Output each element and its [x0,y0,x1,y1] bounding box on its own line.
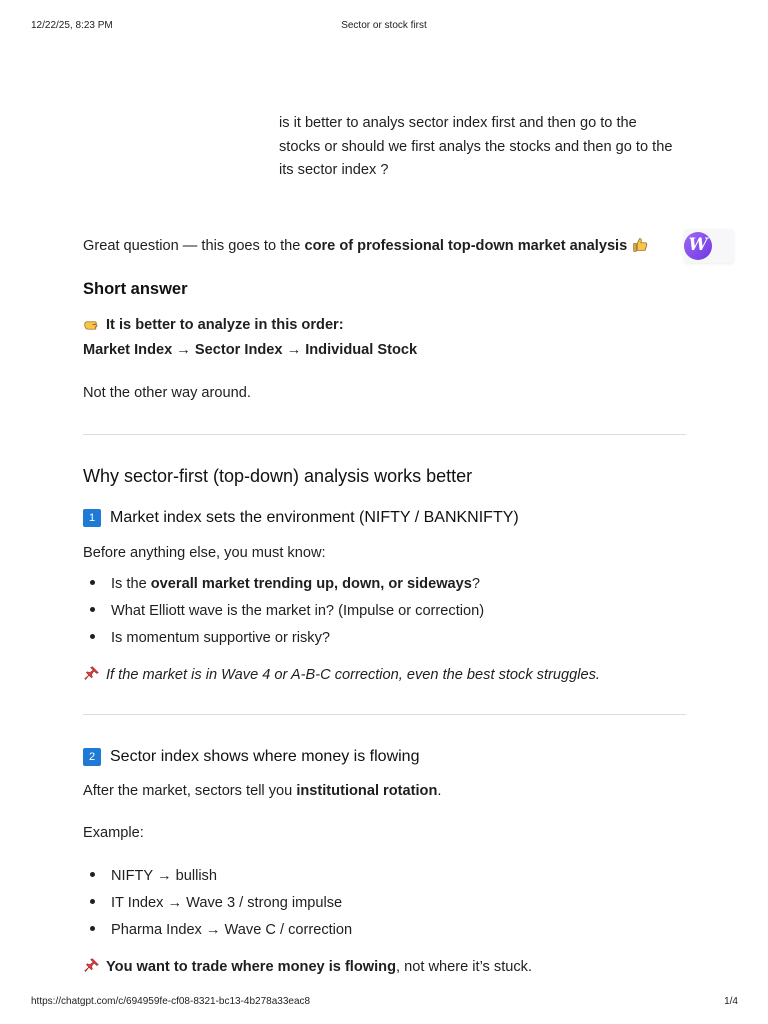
bullet-icon [90,899,95,904]
list-item: Is momentum supportive or risky? [90,630,330,646]
list-item: IT Index → Wave 3 / strong impulse [90,895,342,911]
number-one-icon: 1 [83,509,101,527]
bullet-icon [90,926,95,931]
short-answer-note: Not the other way around. [83,385,251,401]
short-answer-lead: It is better to analyze in this order: [83,315,344,333]
intro-emphasis: core of professional top-down market analysis [304,238,628,254]
pointing-hand-icon [83,315,100,332]
bullet-icon [90,872,95,877]
print-datetime: 12/22/25, 8:23 PM [31,20,113,31]
list-item: What Elliott wave is the market in? (Impulse or correction) [90,603,484,619]
page-number: 1/4 [724,996,738,1007]
analysis-order: Market Index → Sector Index → Individual Stock [83,342,418,358]
pushpin-icon [83,957,100,974]
list-item: NIFTY → bullish [90,868,217,884]
pushpin-icon [83,665,100,682]
thumbs-up-icon [632,236,649,253]
assistant-widget[interactable] [684,229,734,263]
why-heading: Why sector-first (top-down) analysis works better [83,466,473,486]
section2-intro: After the market, sectors tell you institutional rotation. [83,783,442,799]
section2-pin-note: You want to trade where money is flowing, not where it’s stuck. [83,957,532,975]
bullet-icon [90,580,95,585]
list-item: Is the overall market trending up, down, or sideways? [90,576,480,592]
short-answer-heading: Short answer [83,280,188,298]
section2-heading: 2 Sector index shows where money is flowing [83,748,419,766]
bullet-icon [90,607,95,612]
intro-paragraph: Great question — this goes to the core of professional top-down market analysis [83,236,649,254]
divider [83,714,686,715]
widget-logo-icon[interactable]: W [684,232,712,260]
divider [83,434,686,435]
page-title: Sector or stock first [341,20,427,31]
list-item: Pharma Index → Wave C / correction [90,922,352,938]
section1-intro: Before anything else, you must know: [83,545,326,561]
section1-heading: 1 Market index sets the environment (NIFTY / BANKNIFTY) [83,509,519,527]
section1-pin-note: If the market is in Wave 4 or A-B-C correction, even the best stock struggles. [83,665,600,683]
bullet-icon [90,634,95,639]
example-label: Example: [83,825,144,841]
page-url: https://chatgpt.com/c/694959fe-cf08-8321-bc13-4b278a33eac8 [31,996,311,1007]
number-two-icon: 2 [83,748,101,766]
user-message: is it better to analys sector index first and then go to the stocks or should we first analys the stocks and then go to the its sector index ? [279,115,673,178]
